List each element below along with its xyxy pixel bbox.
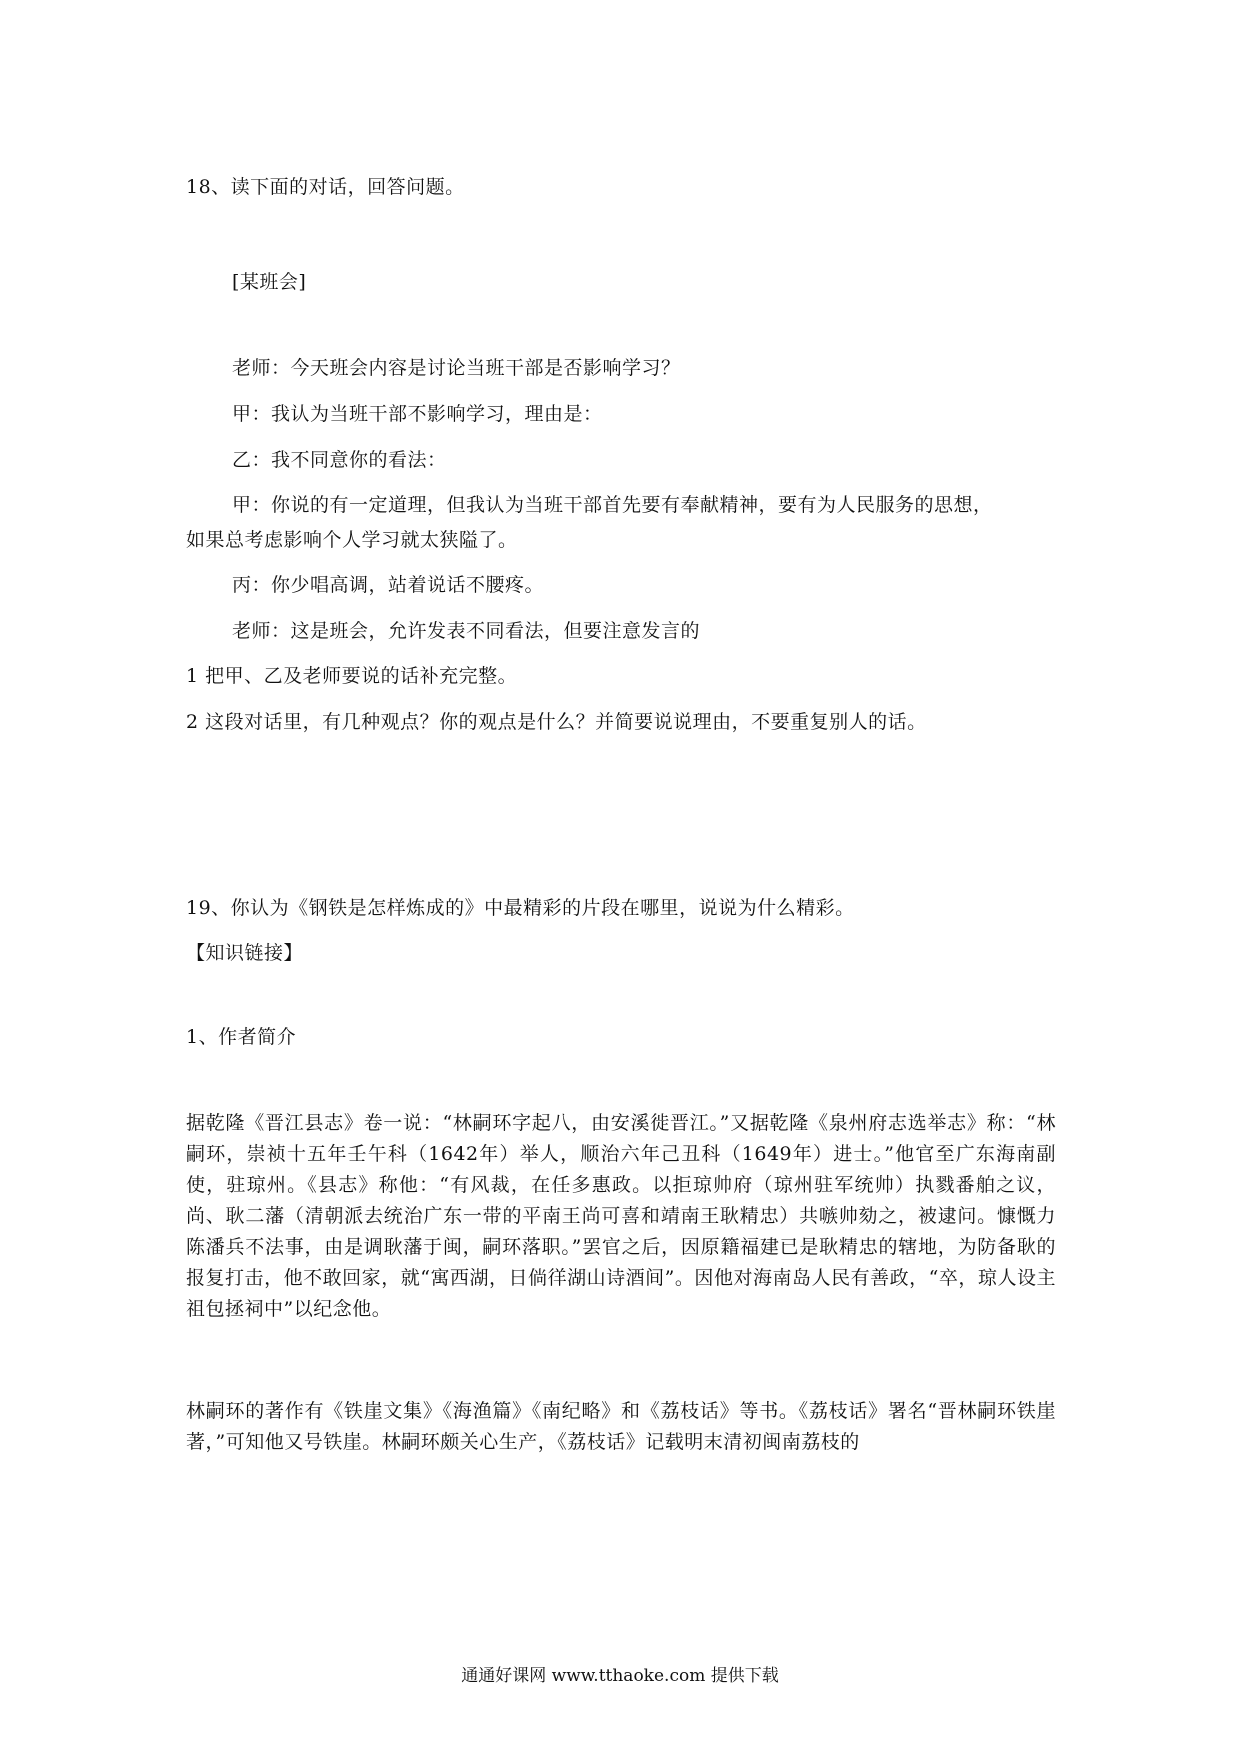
dialogue-line-teacher-2: 老师：这是班会，允许发表不同看法，但要注意发言的	[232, 620, 701, 642]
dialogue-line-jia-2-cont: 如果总考虑影响个人学习就太狭隘了。	[186, 529, 518, 551]
dialogue-scene-label: [某班会]	[232, 271, 307, 293]
dialogue-line-jia: 甲：我认为当班干部不影响学习，理由是：	[232, 403, 603, 425]
dialogue-line-bing: 丙：你少唱高调，站着说话不腰疼。	[232, 574, 545, 596]
author-intro-paragraph-1: 据乾隆《晋江县志》卷一说：“林嗣环字起八，由安溪徙晋江。”又据乾隆《泉州府志选举志》称：“林嗣环，崇祯十五年壬午科（1642年）举人，顺治六年己丑科（1649年）进士。”他官至广东海南副使，驻琼州。《县志》称他：“有风裁，在任多惠政。以拒琼帅府（琼州驻军统帅）执戮番舶之议，尚、耿二藩（清朝派去统治广东一带的平南王尚可喜和靖南王耿精忠）共嗾帅劾之，被逮问。慷慨力陈潘兵不法事，由是调耿藩于闽，嗣环落职。”罢官之后，因原籍福建已是耿精忠的辖地，为防备耿的报复打击，他不敢回家，就“寓西湖，日倘徉湖山诗酒间”。因他对海南岛人民有善政，“卒，琼人设主祖包拯祠中”以纪念他。	[186, 1112, 1056, 1320]
author-intro-heading: 1、作者简介	[186, 1026, 297, 1048]
dialogue-line-yi: 乙：我不同意你的看法：	[232, 449, 447, 471]
question-18-sub-2: 2 这段对话里，有几种观点？你的观点是什么？并简要说说理由，不要重复别人的话。	[186, 711, 927, 733]
dialogue-line-jia-2: 甲：你说的有一定道理，但我认为当班干部首先要有奉献精神，要有为人民服务的思想，	[232, 494, 993, 516]
page-footer: 通通好课网 www.tthaoke.com 提供下载	[461, 1666, 779, 1686]
question-18-sub-1: 1 把甲、乙及老师要说的话补充完整。	[186, 665, 518, 687]
question-18-title: 18、读下面的对话，回答问题。	[186, 176, 465, 198]
author-intro-paragraph-2: 林嗣环的著作有《铁崖文集》《海渔篇》《南纪略》和《荔枝话》等书。《荔枝话》署名“晋林嗣环铁崖著，”可知他又号铁崖。林嗣环颇关心生产，《荔枝话》记载明末清初闽南荔枝的	[186, 1400, 1056, 1453]
question-19-title: 19、你认为《钢铁是怎样炼成的》中最精彩的片段在哪里，说说为什么精彩。	[186, 897, 855, 919]
dialogue-line-teacher: 老师：今天班会内容是讨论当班干部是否影响学习？	[232, 357, 681, 379]
knowledge-heading: 【知识链接】	[186, 942, 304, 964]
